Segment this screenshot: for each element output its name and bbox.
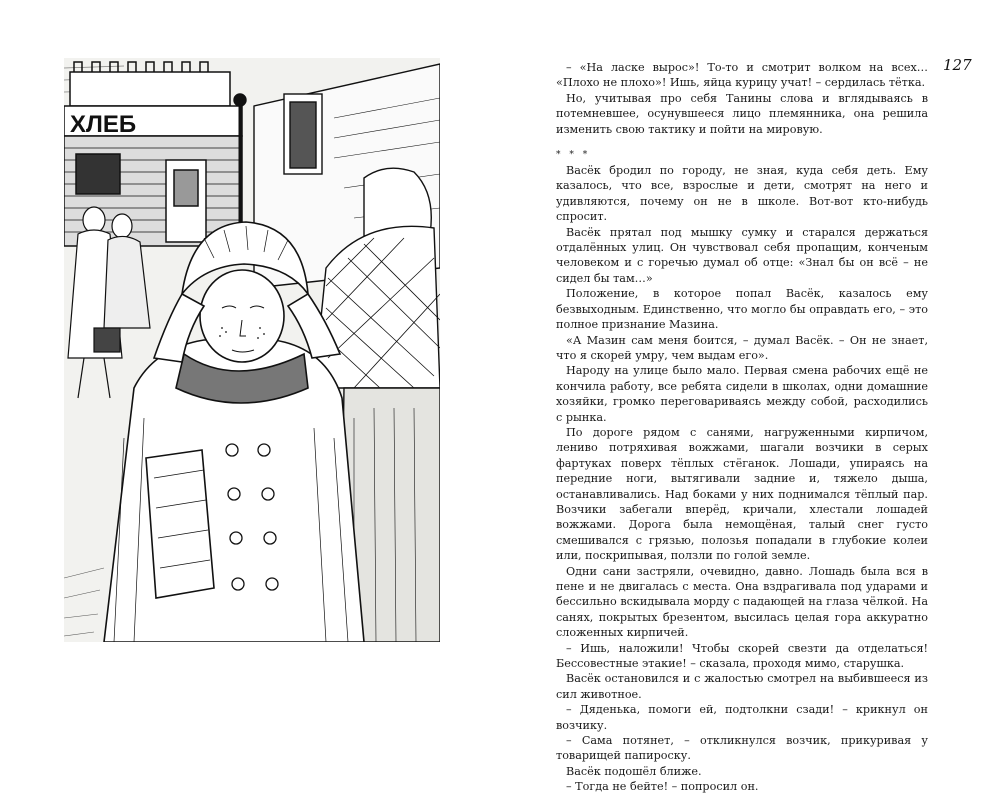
illustration <box>64 58 440 642</box>
section-separator: * * * <box>556 150 591 161</box>
page-number: 127 <box>943 56 972 74</box>
body-text <box>556 60 928 795</box>
paragraph: Народу на улице было мало. Первая смена рабочих ещё не кончила работу, все ребята сидели в школах, одни домашние хозяйки, громко переговариваясь между собой, расходились с рынка. <box>556 364 928 424</box>
paragraph: Одни сани застряли, очевидно, давно. Лошадь была вся в пене и не двигалась с места. Она вздрагивала под ударами и бессильно вскидывала морду с падающей на глаза чёлкой. На санях, покрытых брезентом, высилась целая гора аккуратно сложенных кирпичей. <box>556 564 928 640</box>
paragraph: Но, учитывая про себя Танины слова и вглядываясь в потемневшее, осунувшееся лицо племянника, она решила изменить свою тактику и пойти на мировую. <box>556 91 928 136</box>
paragraph: По дороге рядом с санями, нагруженными кирпичом, лениво потряхивая вожжами, шагали возчики в серых фартуках поверх тёплых стёганок. Лошади, упираясь на передние ноги, вытягивали задние и, тяжело дыша, останавливались. Над боками у них поднимался тёплый пар. Возчики забегали вперёд, кричали, хлестали лошадей вожжами. Дорога была немощёная, талый снег густо смешивался с грязью, полозья попадали в глубокие колеи или, поскрипывая, ползли по голой земле. <box>556 425 928 563</box>
paragraph: Васёк бродил по городу, не зная, куда себя деть. Ему казалось, что все, взрослые и дети, смотрят на него и удивляются, почему он не в школе. Вот-вот кто-нибудь спросит. <box>556 164 928 224</box>
paragraph: Васёк остановился и с жалостью смотрел на выбившееся из сил животное. <box>556 672 928 701</box>
paragraph: – «На ласке вырос»! То-то и смотрит волком на всех… «Плохо не плохо»! Ишь, яйца курицу учат! – сердилась тётка. <box>556 61 928 90</box>
paragraph: «А Мазин сам меня боится, – думал Васёк. – Он не знает, что я скорей умру, чем выдам его». <box>556 333 928 362</box>
shop-sign: ХЛЕБ <box>70 111 137 138</box>
paragraph: – Ишь, наложили! Чтобы скорей свезти да отделаться! Бессовестные этакие! – сказала, проходя мимо, старушка. <box>556 641 928 671</box>
paragraph: – Дяденька, помоги ей, подтолкни сзади! – крикнул он возчику. <box>556 703 928 732</box>
paragraph: Васёк подошёл ближе. <box>566 764 702 778</box>
paragraph: – Тогда не бейте! – попросил он. <box>566 780 759 794</box>
paragraph: – Сама потянет, – откликнулся возчик, прикуривая у товарищей папироску. <box>556 734 928 763</box>
paragraph: Положение, в которое попал Васёк, казалось ему безвыходным. Единственно, что могло бы оправдать его, – это полное признание Мазина. <box>556 287 928 332</box>
ink-drawing <box>64 58 440 642</box>
paragraph: Васёк прятал под мышку сумку и старался держаться отдалённых улиц. Он чувствовал себя пропащим, конченым человеком и с горечью думал об отце: «Знал бы он всё – не сидел бы там…» <box>556 225 928 285</box>
